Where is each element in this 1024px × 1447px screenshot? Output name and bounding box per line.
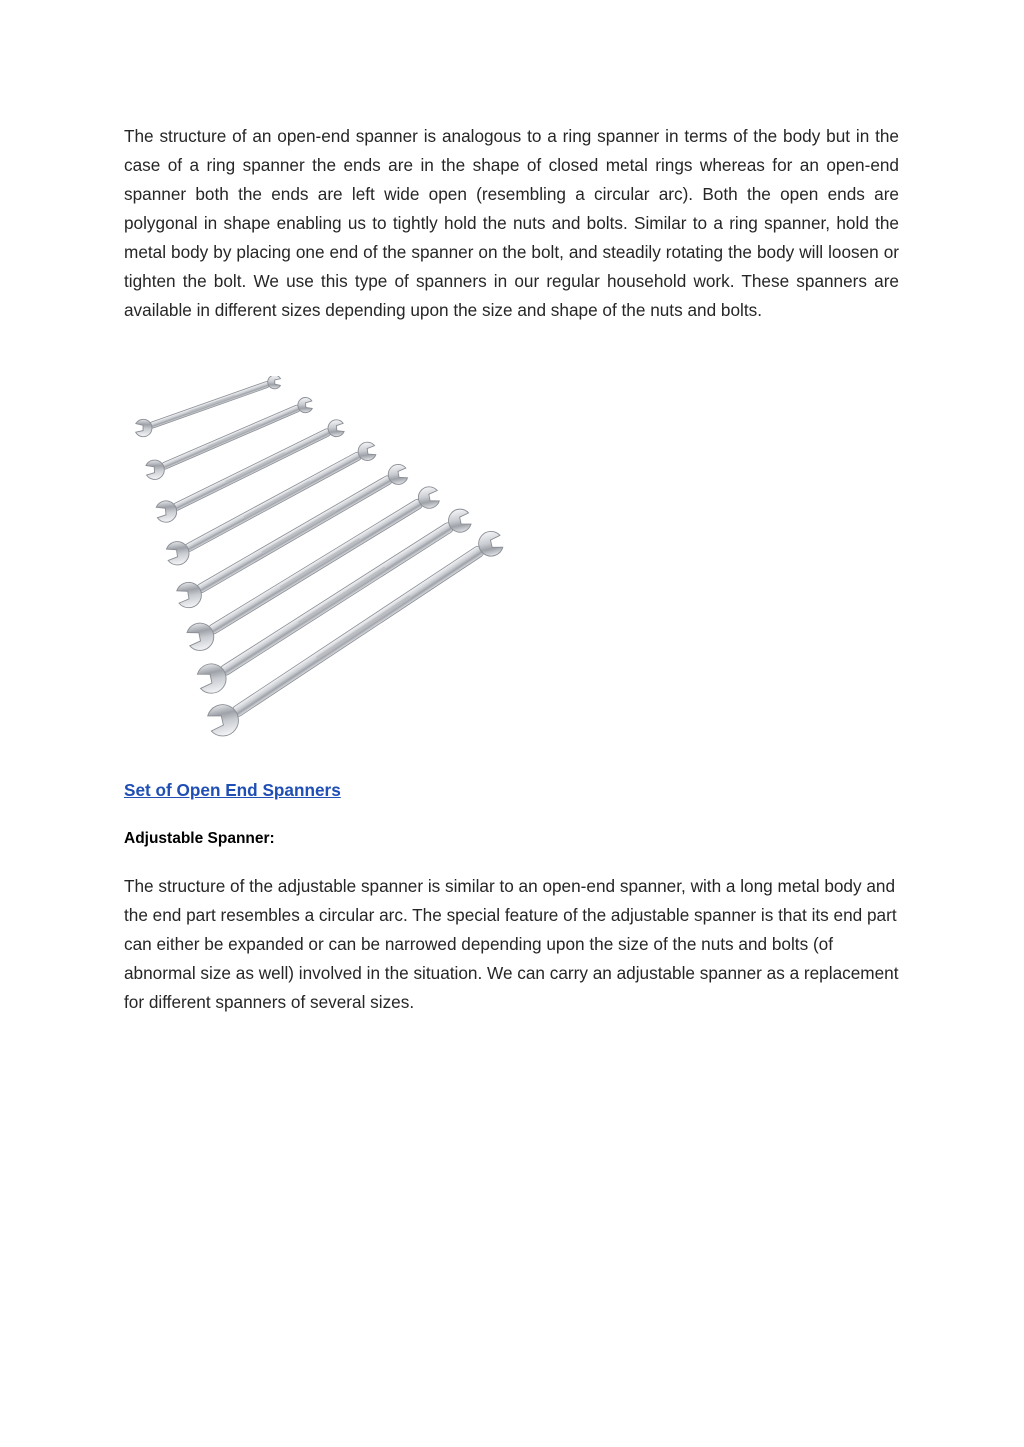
open-end-spanner-paragraph: The structure of an open-end spanner is analogous to a ring spanner in terms of the body but in the case of a ring spanner the ends are in the shape of closed metal rings whereas for an open-end spanner both the ends are left wide open (resembling a circular arc). Both the open ends are polygonal in shape enabling us to tightly hold the nuts and bolts. Similar to a ring spanner, hold the metal body by placing one end of the spanner on the bolt, and steadily rotating the body will loosen or tighten the bolt. We use this type of spanners in our regular household work. These spanners are available in different sizes depending upon the size and shape of the nuts and bolts. bbox=[124, 126, 899, 320]
spanner-6 bbox=[178, 476, 449, 660]
section-heading: Adjustable Spanner: bbox=[124, 830, 275, 847]
spanner-2 bbox=[140, 390, 319, 485]
figure-caption-link[interactable]: Set of Open End Spanners bbox=[124, 780, 341, 800]
spanner-1 bbox=[130, 376, 285, 442]
open-end-spanner-set-icon bbox=[124, 376, 648, 752]
spanner-8 bbox=[197, 519, 514, 747]
spanner-set-image bbox=[124, 376, 648, 752]
adjustable-spanner-paragraph: The structure of the adjustable spanner is similar to an open-end spanner, with a long metal body and the end part resembles a circular arc. The special feature of the adjustable spanner is that its end part can either be expanded or can be narrowed depending upon the size of the nuts and bolts (of abnormal size as well) involved in the situation. We can carry an adjustable spanner as a replacement for different spanners of several sizes. bbox=[124, 876, 899, 1012]
